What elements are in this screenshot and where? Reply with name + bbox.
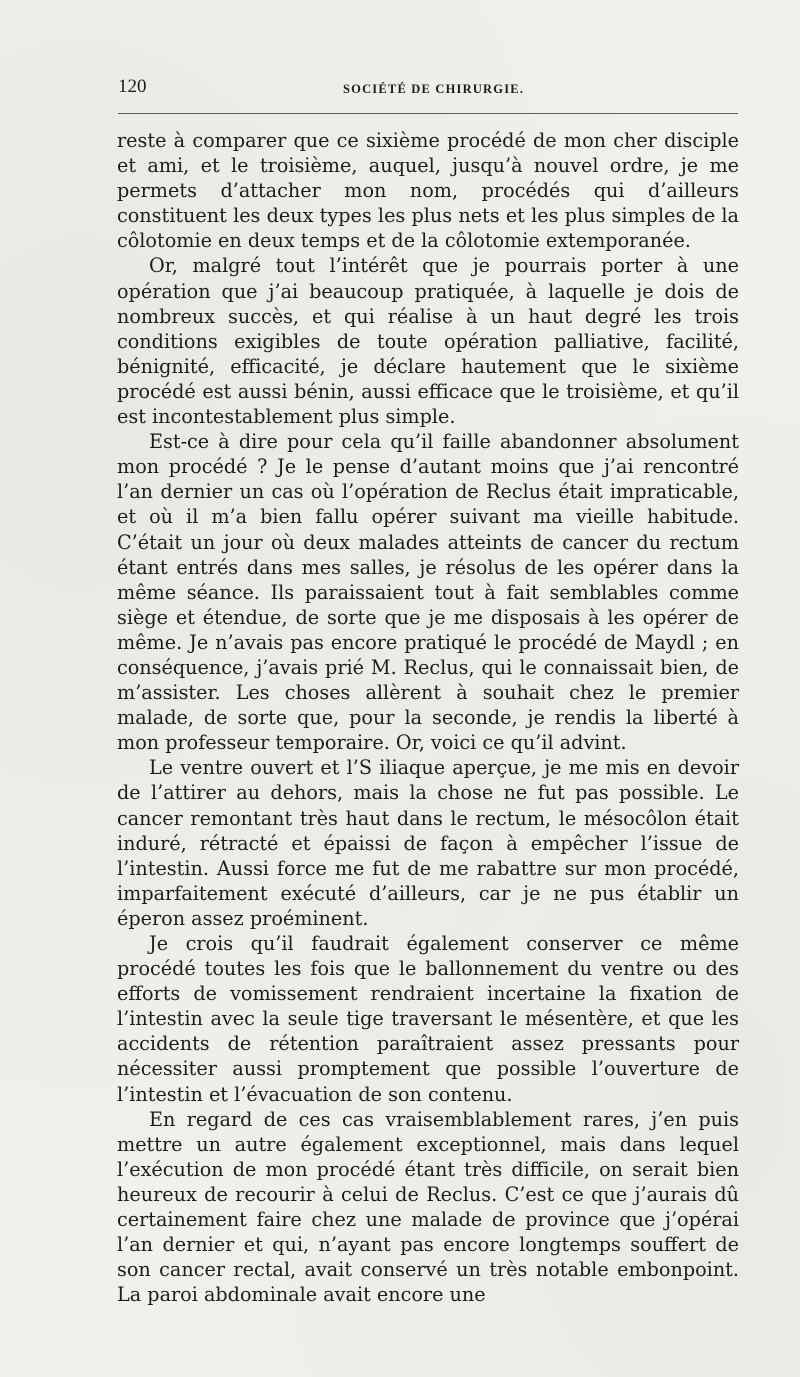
paragraph-continued: reste à comparer que ce sixième procédé de mon cher disciple et ami, et le troisième, auquel, jusqu’à nouvel ordre, je me permets d’attacher mon nom, procédés qui d’ailleurs constituent les deux types les plus nets et les plus simples de la côlotomie en deux temps et de la côlotomie extemporanée. [117,129,739,253]
running-head [118,76,738,106]
paragraph: Je crois qu’il faudrait également conserver ce même procédé toutes les fois que le ballonnement du ventre ou des efforts de vomissement rendraient incertaine la fixation de l’intestin avec la seule tige traversant le mésentère, et que les accidents de rétention paraîtraient assez pressants pour nécessiter aussi promptement que possible l’ouverture de l’intestin et l’évacuation de son contenu. [117,932,739,1106]
paragraph: Or, malgré tout l’intérêt que je pourrais porter à une opération que j’ai beaucoup pratiquée, à laquelle je dois de nombreux succès, et qui réalise à un haut degré les trois conditions exigibles de toute opération palliative, facilité, bénignité, efficacité, je déclare hautement que le sixième procédé est aussi bénin, aussi efficace que le troisième, et qu’il est incontestablement plus simple. [117,254,739,429]
journal-title: SOCIÉTÉ DE CHIRURGIE. [343,82,525,96]
page-number: 120 [118,76,147,97]
header-rule [118,113,738,114]
paragraph: En regard de ces cas vraisemblablement rares, j’en puis mettre un autre également exceptionnel, mais dans lequel l’exécution de mon procédé étant très difficile, on serait bien heureux de recourir à celui de Reclus. C’est ce que j’aurais dû certainement faire chez une malade de province que j’opérai l’an dernier et qui, n’ayant pas encore longtemps souffert de son cancer rectal, avait conservé un très notable embonpoint. La paroi abdominale avait encore une [117,1107,739,1307]
paragraph: Le ventre ouvert et l’S iliaque aperçue, je me mis en devoir de l’attirer au dehors, mais la chose ne fut pas possible. Le cancer remontant très haut dans le rectum, le mésocôlon était induré, rétracté et épaissi de façon à empêcher l’issue de l’intestin. Aussi force me fut de me rabattre sur mon procédé, imparfaitement exécuté d’ailleurs, car je ne pus établir un éperon assez proéminent. [117,756,739,930]
paragraph: Est-ce à dire pour cela qu’il faille abandonner absolument mon procédé ? Je le pense d’autant moins que j’ai rencontré l’an dernier un cas où l’opération de Reclus était impraticable, et où il m’a bien fallu opérer suivant ma vieille habitude. C’était un jour où deux malades atteints de cancer du rectum étant entrés dans mes salles, je résolus de les opérer dans la même séance. Ils paraissaient tout à fait semblables comme siège et étendue, de sorte que je me disposais à les opérer de même. Je n’avais pas encore pratiqué le procédé de Maydl ; en conséquence, j’avais prié M. Reclus, qui le connaissait bien, de m’assister. Les choses allèrent à souhait chez le premier malade, de sorte que, pour la seconde, je rendis la liberté à mon professeur temporaire. Or, voici ce qu’il advint. [117,430,739,755]
body-text [117,128,739,1307]
